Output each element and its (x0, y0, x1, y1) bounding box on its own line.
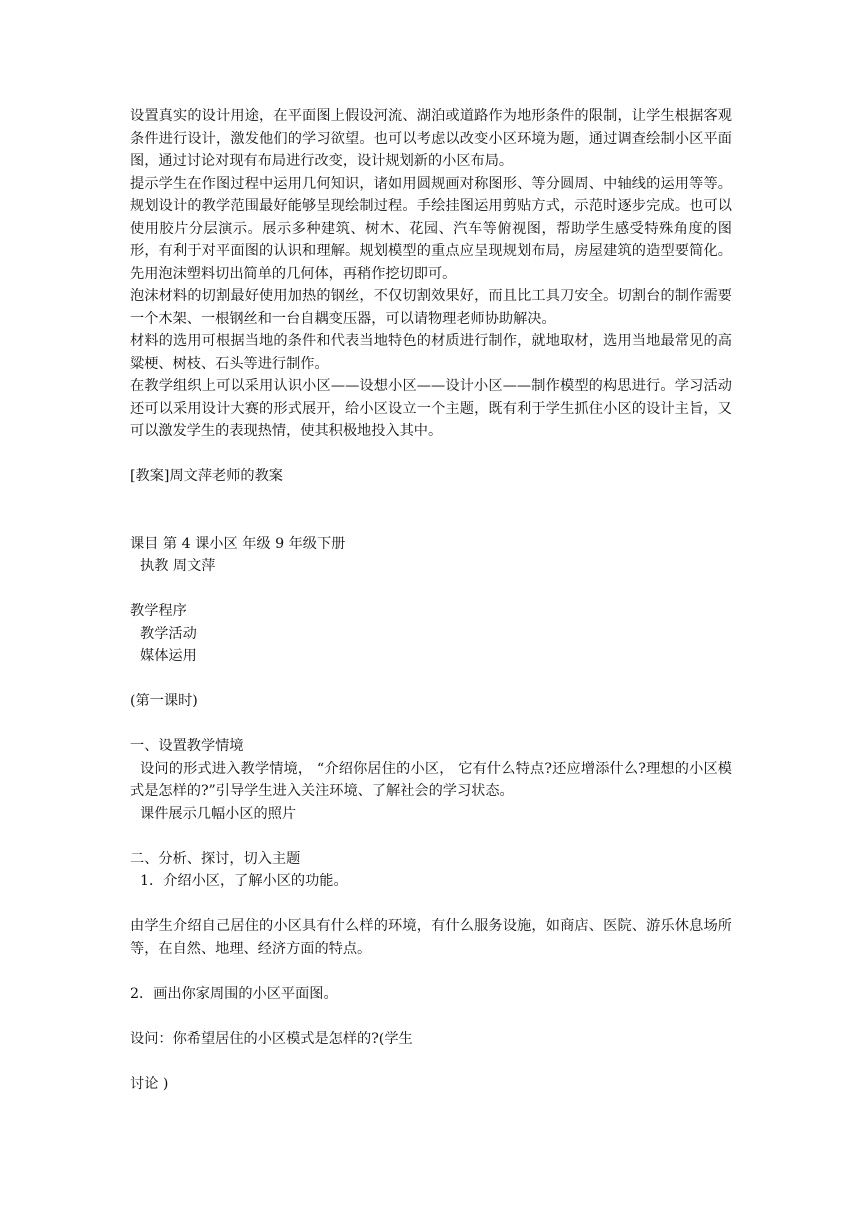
document-page (130, 105, 732, 1095)
paragraph-design-purpose: 设置真实的设计用途，在平面图上假设河流、湖泊或道路作为地形条件的限制，让学生根据客观条件进行设计，激发他们的学习欲望。也可以考虑以改变小区环境为题，通过调查绘制小区平面图，通过讨论对现有布局进行改变，设计规划新的小区布局。 (130, 108, 732, 169)
procedure-item-activities: 教学活动 (140, 625, 197, 642)
paragraph-geometry-tips: 提示学生在作图过程中运用几何知识，诸如用圆规画对称图形、等分圆周、中轴线的运用等等。规划设计的教学范围最好能够呈现绘制过程。手绘挂图运用剪贴方式，示范时逐步完成。也可以使用胶片分层演示。展示多种建筑、树木、花园、汽车等俯视图，帮助学生感受特殊角度的图形，有利于对平面图的认识和理解。规划模型的重点应呈现规划布局，房屋建筑的造型要简化。先用泡沫塑料切出简单的几何体，再稍作挖切即可。 (130, 175, 732, 282)
procedure-item-media: 媒体运用 (140, 648, 197, 664)
section1-heading: 一、设置教学情境 (130, 738, 244, 754)
question-text: 设问：你希望居住的小区模式是怎样的?(学生 (130, 1030, 413, 1047)
section2-item1: 1．介绍小区，了解小区的功能。 (140, 873, 348, 889)
paragraph-materials: 材料的选用可根据当地的条件和代表当地特色的材质进行制作，就地取材，选用当地最常见的高粱梗、树枝、石头等进行制作。 (130, 333, 732, 372)
period-label: (第一课时) (130, 693, 198, 709)
section2-text: 由学生介绍自己居住的小区具有什么样的环境，有什么服务设施，如商店、医院、游乐休息场所等，在自然、地理、经济方面的特点。 (130, 918, 732, 957)
paragraph-foam-cutting: 泡沫材料的切割最好使用加热的钢丝，不仅切割效果好，而且比工具刀安全。切割台的制作需要一个木架、一根钢丝和一台自耦变压器，可以请物理老师协助解决。 (130, 288, 732, 327)
section2-item2: 2．画出你家周围的小区平面图。 (130, 985, 338, 1002)
teacher-info: 执教 周文萍 (140, 558, 216, 574)
discussion-text: 讨论 ) (130, 1075, 169, 1092)
course-info: 课目 第 4 课小区 年级 9 年级下册 (130, 535, 346, 552)
section2-heading: 二、分析、探讨，切入主题 (130, 850, 301, 867)
section1-text: 设问的形式进入教学情境， “介绍你居住的小区， 它有什么特点?还应增添什么?理想的小区模式是怎样的?”引导学生进入关注环境、了解社会的学习状态。 (130, 760, 732, 799)
procedure-heading: 教学程序 (130, 603, 187, 619)
paragraph-organization: 在教学组织上可以采用认识小区——设想小区——设计小区——制作模型的构思进行。学习活动还可以采用设计大赛的形式展开，给小区设立一个主题，既有利于学生抓住小区的设计主旨，又可以激发学生的表现热情，使其积极地投入其中。 (130, 378, 732, 439)
section1-media: 课件展示几幅小区的照片 (140, 805, 297, 822)
lesson-plan-title: [教案]周文萍老师的教案 (130, 468, 283, 484)
